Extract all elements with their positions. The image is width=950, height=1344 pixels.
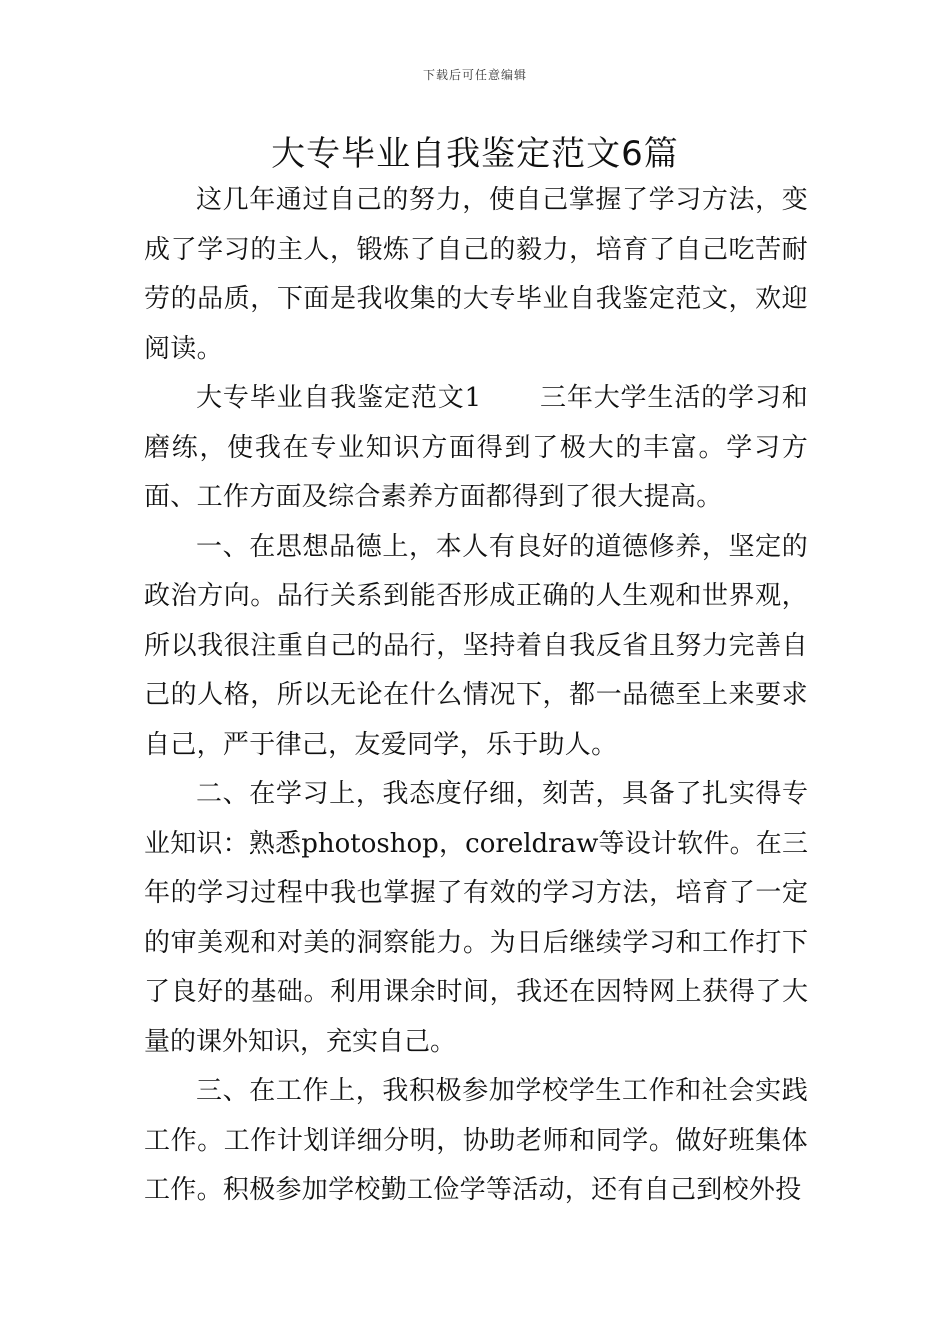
section-intro: 三年大学生活的学习和磨练，使我在专业知识方面得到了极大的丰富。学习方面、工作方面及综合素养方面都得到了很大提高。 — [144, 383, 808, 512]
section-paragraph — [144, 374, 808, 523]
document-body — [144, 176, 808, 1216]
paragraph-study: 二、在学习上，我态度仔细，刻苦，具备了扎实得专业知识：熟悉photoshop，coreldraw等设计软件。在三年的学习过程中我也掌握了有效的学习方法，培育了一定的审美观和对美的洞察能力。为日后继续学习和工作打下了良好的基础。利用课余时间，我还在因特网上获得了大量的课外知识，充实自己。 — [144, 779, 808, 1057]
document-title: 大专毕业自我鉴定范文6篇 — [271, 134, 679, 174]
paragraph-work: 三、在工作上，我积极参加学校学生工作和社会实践工作。工作计划详细分明，协助老师和同学。做好班集体工作。积极参加学校勤工俭学等活动，还有自己到校外投 — [144, 1076, 808, 1205]
section-heading: 大专毕业自我鉴定范文1 — [196, 383, 482, 413]
intro-paragraph: 这几年通过自己的努力，使自己掌握了学习方法，变成了学习的主人，锻炼了自己的毅力，培育了自己吃苦耐劳的品质，下面是我收集的大专毕业自我鉴定范文，欢迎阅读。 — [144, 185, 808, 364]
paragraph-ideology: 一、在思想品德上，本人有良好的道德修养，坚定的政治方向。品行关系到能否形成正确的人生观和世界观，所以我很注重自己的品行，坚持着自我反省且努力完善自己的人格，所以无论在什么情况下，都一品德至上来要求自己，严于律己，友爱同学，乐于助人。 — [144, 531, 808, 760]
header-note: 下载后可任意编辑 — [422, 68, 527, 82]
